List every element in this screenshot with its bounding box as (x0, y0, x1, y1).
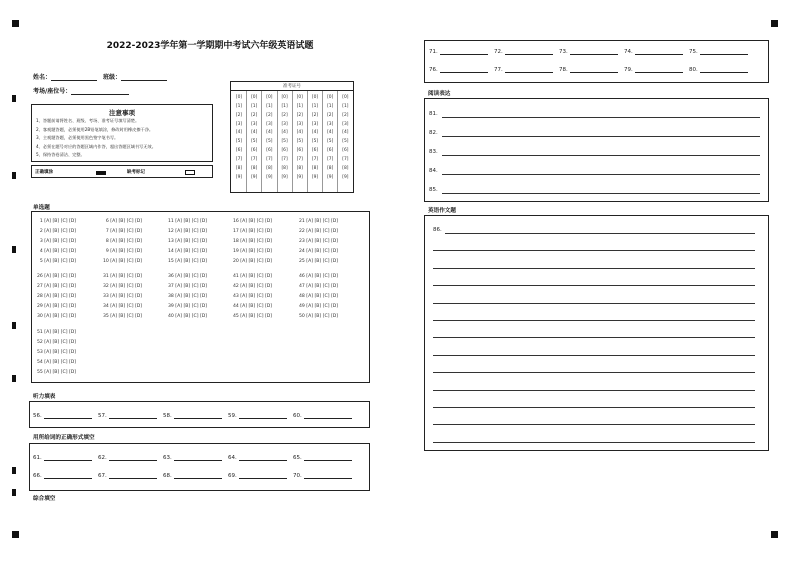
admission-digit-bubble[interactable]: [0] (342, 95, 349, 100)
correct-mark-sample (96, 171, 106, 175)
admission-digit-bubble[interactable]: [1] (311, 103, 319, 109)
admission-digit-bubble[interactable]: [1] (266, 103, 273, 109)
admission-digit-bubble[interactable]: [2] (266, 112, 273, 118)
timing-mark (12, 95, 16, 102)
choice-question[interactable]: 5 [A] [B] [C] [D] (37, 259, 77, 264)
admission-digit-bubble[interactable]: [4] (296, 130, 303, 136)
timing-mark (12, 246, 16, 253)
admission-digit-bubble[interactable]: [2] (296, 112, 303, 118)
question-number: 63. (163, 455, 172, 461)
admission-grid (230, 81, 354, 193)
class-label: 班级： (103, 74, 122, 81)
admission-digit-bubble[interactable]: [5] (296, 139, 303, 145)
admission-digit-bubble[interactable]: [9] (311, 174, 319, 180)
choice-question[interactable]: 12 [A] [B] [C] [D] (168, 229, 208, 234)
reading-answer-line[interactable] (442, 155, 760, 156)
admission-digit-column[interactable] (279, 94, 291, 182)
writing-section (424, 215, 769, 451)
admission-digit-bubble[interactable]: [1] (281, 103, 288, 109)
choice-question[interactable]: 28 [A] [B] [C] [D] (37, 294, 77, 299)
corner-mark (12, 531, 19, 538)
answer-line[interactable] (635, 49, 683, 55)
admission-digit-bubble[interactable]: [2] (235, 112, 243, 118)
writing-answer-line[interactable] (433, 268, 755, 269)
question-number: 66. (33, 473, 42, 479)
choice-question[interactable]: 20 [A] [B] [C] [D] (233, 259, 273, 264)
admission-digit-bubble[interactable]: [6] (327, 148, 334, 154)
timing-mark (12, 172, 16, 179)
choice-question[interactable]: 4 [A] [B] [C] [D] (37, 249, 77, 254)
admission-digit-column[interactable] (309, 94, 321, 182)
reading-answer-line[interactable] (442, 136, 760, 137)
choice-question[interactable]: 43 [A] [B] [C] [D] (233, 294, 273, 299)
fill-blank[interactable] (624, 49, 683, 55)
answer-line[interactable] (304, 455, 352, 461)
notice-line: 5、保持答卷清洁、完整。 (36, 152, 85, 158)
admission-digit-bubble[interactable]: [8] (251, 165, 258, 171)
fill-blank[interactable] (494, 67, 553, 73)
fill-blank[interactable] (689, 67, 748, 73)
admission-digit-bubble[interactable]: [4] (281, 130, 288, 136)
choice-question[interactable]: 52 [A] [B] [C] [D] (37, 340, 77, 345)
admission-digit-bubble[interactable]: [9] (251, 174, 258, 180)
answer-line[interactable] (44, 455, 92, 461)
name-label: 姓名： (33, 74, 52, 81)
admission-digit-bubble[interactable]: [1] (327, 103, 334, 109)
admission-digit-column[interactable] (248, 94, 260, 182)
admission-digit-bubble[interactable]: [1] (251, 103, 258, 109)
seat-label: 考场/座位号： (33, 88, 72, 95)
writing-answer-line[interactable] (433, 442, 755, 443)
choice-question[interactable]: 22 [A] [B] [C] [D] (299, 229, 339, 234)
fill-blank[interactable] (689, 49, 748, 55)
question-number: 74. (624, 49, 633, 55)
admission-digit-column[interactable] (294, 94, 306, 182)
question-number: 70. (293, 473, 302, 479)
admission-digit-bubble[interactable]: [0] (266, 95, 273, 100)
fill-blank[interactable] (98, 413, 157, 419)
admission-digit-bubble[interactable]: [7] (342, 156, 349, 162)
fill-blank[interactable] (429, 67, 488, 73)
fill-blank[interactable] (429, 49, 488, 55)
question-number: 75. (689, 49, 698, 55)
admission-digit-bubble[interactable]: [7] (235, 156, 243, 162)
admission-digit-bubble[interactable]: [4] (251, 130, 258, 136)
choice-question[interactable]: 46 [A] [B] [C] [D] (299, 274, 339, 279)
admission-digit-bubble[interactable]: [7] (296, 156, 303, 162)
question-number: 60. (293, 413, 302, 419)
admission-digit-bubble[interactable]: [8] (342, 165, 349, 171)
answer-line[interactable] (174, 413, 222, 419)
answer-line[interactable] (505, 49, 553, 55)
admission-digit-bubble[interactable]: [6] (281, 148, 288, 154)
answer-line[interactable] (44, 473, 92, 479)
admission-digit-bubble[interactable]: [0] (311, 95, 319, 100)
answer-line[interactable] (700, 49, 748, 55)
admission-digit-bubble[interactable]: [7] (251, 156, 258, 162)
admission-digit-bubble[interactable]: [2] (251, 112, 258, 118)
choice-question[interactable]: 11 [A] [B] [C] [D] (168, 219, 208, 224)
fill-blank[interactable] (559, 49, 618, 55)
reading-question-number: 83. (429, 149, 438, 155)
answer-line[interactable] (44, 413, 92, 419)
admission-digit-column[interactable] (339, 94, 351, 182)
writing-section-title: 英语作文题 (428, 208, 456, 214)
fill-blank[interactable] (98, 455, 157, 461)
admission-digit-bubble[interactable]: [9] (327, 174, 334, 180)
admission-header: 准考证号 (231, 82, 353, 91)
writing-answer-line[interactable] (433, 390, 755, 391)
answer-line[interactable] (239, 455, 287, 461)
writing-answer-line[interactable] (433, 337, 755, 338)
choice-question[interactable]: 23 [A] [B] [C] [D] (299, 239, 339, 244)
admission-digit-bubble[interactable]: [4] (311, 130, 319, 136)
admission-digit-bubble[interactable]: [3] (327, 121, 334, 127)
admission-digit-bubble[interactable]: [9] (281, 174, 288, 180)
question-number: 69. (228, 473, 237, 479)
choice-question[interactable]: 55 [A] [B] [C] [D] (37, 370, 77, 375)
writing-answer-line[interactable] (433, 424, 755, 425)
fill-blank[interactable] (228, 473, 287, 479)
writing-answer-line[interactable] (445, 233, 755, 234)
fill-blank[interactable] (228, 455, 287, 461)
absent-mark-label: 缺考标记 (127, 170, 145, 175)
admission-digit-bubble[interactable]: [6] (251, 148, 258, 154)
choice-question[interactable]: 25 [A] [B] [C] [D] (299, 259, 339, 264)
admission-digit-bubble[interactable]: [8] (281, 165, 288, 171)
choice-question[interactable]: 50 [A] [B] [C] [D] (299, 314, 339, 319)
answer-line[interactable] (635, 67, 683, 73)
admission-digit-bubble[interactable]: [4] (327, 130, 334, 136)
choice-question[interactable]: 29 [A] [B] [C] [D] (37, 304, 77, 309)
admission-digit-bubble[interactable]: [9] (296, 174, 303, 180)
admission-digit-bubble[interactable]: [1] (296, 103, 303, 109)
admission-digit-bubble[interactable]: [2] (342, 112, 349, 118)
admission-digit-bubble[interactable]: [5] (281, 139, 288, 145)
choice-question[interactable]: 54 [A] [B] [C] [D] (37, 360, 77, 365)
admission-digit-bubble[interactable]: [8] (235, 165, 243, 171)
choice-question[interactable]: 9 [A] [B] [C] [D] (103, 249, 143, 254)
admission-digit-bubble[interactable]: [3] (281, 121, 288, 127)
admission-digit-bubble[interactable]: [1] (342, 103, 349, 109)
admission-digit-bubble[interactable]: [9] (235, 174, 243, 180)
writing-answer-line[interactable] (433, 355, 755, 356)
grid-divider (261, 91, 262, 192)
admission-digit-bubble[interactable]: [2] (311, 112, 319, 118)
fill-blank[interactable] (293, 473, 352, 479)
admission-digit-bubble[interactable]: [4] (235, 130, 243, 136)
absent-mark-box[interactable] (185, 170, 195, 175)
answer-line[interactable] (304, 413, 352, 419)
choice-question[interactable]: 21 [A] [B] [C] [D] (299, 219, 339, 224)
answer-line[interactable] (239, 473, 287, 479)
choice-section-title: 单选题 (33, 205, 50, 211)
timing-mark (12, 322, 16, 329)
admission-digit-bubble[interactable]: [1] (235, 103, 243, 109)
admission-digit-bubble[interactable]: [3] (266, 121, 273, 127)
choice-question[interactable]: 38 [A] [B] [C] [D] (168, 294, 208, 299)
admission-digit-bubble[interactable]: [0] (281, 95, 288, 100)
reading-question-number: 81. (429, 111, 438, 117)
choice-question[interactable]: 39 [A] [B] [C] [D] (168, 304, 208, 309)
admission-digit-bubble[interactable]: [5] (235, 139, 243, 145)
admission-digit-bubble[interactable]: [0] (296, 95, 303, 100)
admission-digit-bubble[interactable]: [5] (342, 139, 349, 145)
admission-digit-bubble[interactable]: [6] (266, 148, 273, 154)
writing-answer-line[interactable] (433, 250, 755, 251)
admission-digit-bubble[interactable]: [5] (327, 139, 334, 145)
fill-blank[interactable] (293, 413, 352, 419)
fill-blank[interactable] (33, 455, 92, 461)
admission-digit-bubble[interactable]: [2] (327, 112, 334, 118)
admission-digit-bubble[interactable]: [6] (235, 148, 243, 154)
admission-digit-bubble[interactable]: [3] (311, 121, 319, 127)
writing-answer-line[interactable] (433, 285, 755, 286)
admission-digit-bubble[interactable]: [6] (296, 148, 303, 154)
choice-question[interactable]: 45 [A] [B] [C] [D] (233, 314, 273, 319)
writing-question-number: 86. (433, 227, 442, 233)
fill-blank[interactable] (163, 413, 222, 419)
writing-answer-line[interactable] (433, 303, 755, 304)
corner-mark (771, 20, 778, 27)
fill-blank[interactable] (293, 455, 352, 461)
seat-field[interactable] (33, 86, 129, 95)
wordform-section-title: 用所给词的正确形式填空 (33, 435, 95, 441)
fill-blank[interactable] (559, 67, 618, 73)
mark-legend (31, 165, 213, 178)
question-number: 80. (689, 67, 698, 73)
name-field[interactable] (33, 72, 97, 81)
fill-blank[interactable] (33, 413, 92, 419)
grid-divider (322, 91, 323, 192)
reading-section-title: 阅读表达 (428, 91, 451, 97)
notice-title: 注意事项 (109, 109, 135, 117)
corner-mark (771, 531, 778, 538)
choice-question[interactable]: 8 [A] [B] [C] [D] (103, 239, 143, 244)
question-number: 71. (429, 49, 438, 55)
question-number: 76. (429, 67, 438, 73)
answer-line[interactable] (700, 67, 748, 73)
admission-digit-bubble[interactable]: [2] (281, 112, 288, 118)
notice-box (31, 104, 213, 162)
answer-line[interactable] (174, 455, 222, 461)
admission-digit-bubble[interactable]: [4] (342, 130, 349, 136)
admission-digit-bubble[interactable]: [8] (296, 165, 303, 171)
admission-digit-bubble[interactable]: [5] (266, 139, 273, 145)
admission-digit-bubble[interactable]: [7] (281, 156, 288, 162)
writing-answer-line[interactable] (433, 407, 755, 408)
choice-question[interactable]: 14 [A] [B] [C] [D] (168, 249, 208, 254)
question-number: 57. (98, 413, 107, 419)
fill-blank[interactable] (33, 473, 92, 479)
question-number: 78. (559, 67, 568, 73)
answer-line[interactable] (174, 473, 222, 479)
timing-mark (12, 375, 16, 382)
choice-question[interactable]: 7 [A] [B] [C] [D] (103, 229, 143, 234)
answer-line[interactable] (570, 49, 618, 55)
choice-question[interactable]: 27 [A] [B] [C] [D] (37, 284, 77, 289)
grid-divider (307, 91, 308, 192)
answer-line[interactable] (440, 67, 488, 73)
choice-question[interactable]: 15 [A] [B] [C] [D] (168, 259, 208, 264)
admission-digit-bubble[interactable]: [0] (235, 95, 243, 100)
admission-digit-bubble[interactable]: [3] (251, 121, 258, 127)
listening-section (29, 401, 370, 428)
choice-question[interactable]: 2 [A] [B] [C] [D] (37, 229, 77, 234)
admission-digit-bubble[interactable]: [3] (342, 121, 349, 127)
admission-digit-bubble[interactable]: [9] (266, 174, 273, 180)
choice-question[interactable]: 18 [A] [B] [C] [D] (233, 239, 273, 244)
question-number: 56. (33, 413, 42, 419)
reading-answer-line[interactable] (442, 174, 760, 175)
fill-blank[interactable] (494, 49, 553, 55)
grid-divider (277, 91, 278, 192)
admission-digit-bubble[interactable]: [8] (311, 165, 319, 171)
answer-line[interactable] (239, 413, 287, 419)
answer-line[interactable] (570, 67, 618, 73)
notice-list (36, 117, 156, 160)
admission-digit-bubble[interactable]: [7] (327, 156, 334, 162)
admission-digit-bubble[interactable]: [3] (296, 121, 303, 127)
admission-digit-bubble[interactable]: [4] (266, 130, 273, 136)
question-number: 62. (98, 455, 107, 461)
question-number: 73. (559, 49, 568, 55)
notice-line: 3、主观题答题，必须使用黑色签字笔书写。 (36, 135, 119, 141)
writing-answer-line[interactable] (433, 372, 755, 373)
choice-question[interactable]: 35 [A] [B] [C] [D] (103, 314, 143, 319)
choice-question[interactable]: 3 [A] [B] [C] [D] (37, 239, 77, 244)
choice-question[interactable]: 34 [A] [B] [C] [D] (103, 304, 143, 309)
choice-question[interactable]: 41 [A] [B] [C] [D] (233, 274, 273, 279)
cloze-section (424, 40, 769, 83)
fill-blank[interactable] (228, 413, 287, 419)
choice-question[interactable]: 31 [A] [B] [C] [D] (103, 274, 143, 279)
fill-blank[interactable] (163, 473, 222, 479)
choice-question[interactable]: 40 [A] [B] [C] [D] (168, 314, 208, 319)
correct-mark-label: 正确填涂 (35, 170, 53, 175)
admission-digit-bubble[interactable]: [7] (266, 156, 273, 162)
choice-question[interactable]: 44 [A] [B] [C] [D] (233, 304, 273, 309)
choice-question[interactable]: 1 [A] [B] [C] [D] (37, 219, 77, 224)
wordform-section (29, 443, 370, 491)
notice-line: 4、必须在题号对应的答题区域内作答，超出答题区域书写无效。 (36, 143, 156, 149)
fill-blank[interactable] (98, 473, 157, 479)
admission-digit-column[interactable] (233, 94, 245, 182)
cloze-section-title: 综合填空 (33, 496, 56, 502)
choice-question[interactable]: 47 [A] [B] [C] [D] (299, 284, 339, 289)
reading-answer-line[interactable] (442, 193, 760, 194)
admission-digit-bubble[interactable]: [0] (251, 95, 258, 100)
question-number: 65. (293, 455, 302, 461)
admission-digit-column[interactable] (263, 94, 275, 182)
choice-question[interactable]: 37 [A] [B] [C] [D] (168, 284, 208, 289)
grid-divider (337, 91, 338, 192)
class-field[interactable] (103, 72, 167, 81)
choice-question[interactable]: 32 [A] [B] [C] [D] (103, 284, 143, 289)
question-number: 77. (494, 67, 503, 73)
notice-line: 2、客观题答题，必须使用2B铅笔填涂，修改时用橡皮擦干净。 (36, 126, 154, 132)
admission-digit-bubble[interactable]: [8] (327, 165, 334, 171)
choice-question[interactable]: 51 [A] [B] [C] [D] (37, 330, 77, 335)
answer-line[interactable] (109, 413, 157, 419)
admission-digit-bubble[interactable]: [7] (311, 156, 319, 162)
choice-question[interactable]: 26 [A] [B] [C] [D] (37, 274, 77, 279)
reading-section (424, 98, 769, 202)
grid-divider (292, 91, 293, 192)
choice-question[interactable]: 17 [A] [B] [C] [D] (233, 229, 273, 234)
grid-divider (246, 91, 247, 192)
fill-blank[interactable] (163, 455, 222, 461)
answer-line[interactable] (440, 49, 488, 55)
choice-question[interactable]: 49 [A] [B] [C] [D] (299, 304, 339, 309)
question-number: 64. (228, 455, 237, 461)
question-number: 67. (98, 473, 107, 479)
choice-question[interactable]: 16 [A] [B] [C] [D] (233, 219, 273, 224)
reading-question-number: 84. (429, 168, 438, 174)
question-number: 61. (33, 455, 42, 461)
admission-digit-bubble[interactable]: [6] (311, 148, 319, 154)
choice-question[interactable]: 13 [A] [B] [C] [D] (168, 239, 208, 244)
choice-question[interactable]: 30 [A] [B] [C] [D] (37, 314, 77, 319)
choice-question[interactable]: 6 [A] [B] [C] [D] (103, 219, 143, 224)
admission-digit-bubble[interactable]: [5] (311, 139, 319, 145)
choice-question[interactable]: 24 [A] [B] [C] [D] (299, 249, 339, 254)
answer-line[interactable] (505, 67, 553, 73)
answer-line[interactable] (109, 473, 157, 479)
writing-answer-line[interactable] (433, 320, 755, 321)
answer-line[interactable] (109, 455, 157, 461)
choice-question[interactable]: 53 [A] [B] [C] [D] (37, 350, 77, 355)
question-number: 68. (163, 473, 172, 479)
notice-line: 1、答题前请将姓名、班级、考场、准考证号填写清楚。 (36, 118, 140, 123)
admission-digit-bubble[interactable]: [6] (342, 148, 349, 154)
question-number: 58. (163, 413, 172, 419)
question-number: 79. (624, 67, 633, 73)
question-number: 59. (228, 413, 237, 419)
fill-blank[interactable] (624, 67, 683, 73)
choice-question[interactable]: 10 [A] [B] [C] [D] (103, 259, 143, 264)
reading-answer-line[interactable] (442, 117, 760, 118)
corner-mark (12, 20, 19, 27)
timing-mark (12, 467, 16, 474)
choice-question[interactable]: 36 [A] [B] [C] [D] (168, 274, 208, 279)
choice-question[interactable]: 33 [A] [B] [C] [D] (103, 294, 143, 299)
choice-section (31, 211, 370, 383)
admission-digit-bubble[interactable]: [9] (342, 174, 349, 180)
admission-digit-bubble[interactable]: [8] (266, 165, 273, 171)
question-number: 72. (494, 49, 503, 55)
admission-digit-bubble[interactable]: [5] (251, 139, 258, 145)
reading-question-number: 85. (429, 187, 438, 193)
choice-question[interactable]: 42 [A] [B] [C] [D] (233, 284, 273, 289)
answer-line[interactable] (304, 473, 352, 479)
reading-question-number: 82. (429, 130, 438, 136)
choice-question[interactable]: 48 [A] [B] [C] [D] (299, 294, 339, 299)
choice-question[interactable]: 19 [A] [B] [C] [D] (233, 249, 273, 254)
listening-section-title: 听力填表 (33, 394, 56, 400)
page-title: 2022-2023学年第一学期期中考试六年级英语试题 (106, 41, 314, 51)
timing-mark (12, 489, 16, 496)
admission-digit-bubble[interactable]: [3] (235, 121, 243, 127)
admission-digit-column[interactable] (324, 94, 336, 182)
admission-digit-bubble[interactable]: [0] (327, 95, 334, 100)
